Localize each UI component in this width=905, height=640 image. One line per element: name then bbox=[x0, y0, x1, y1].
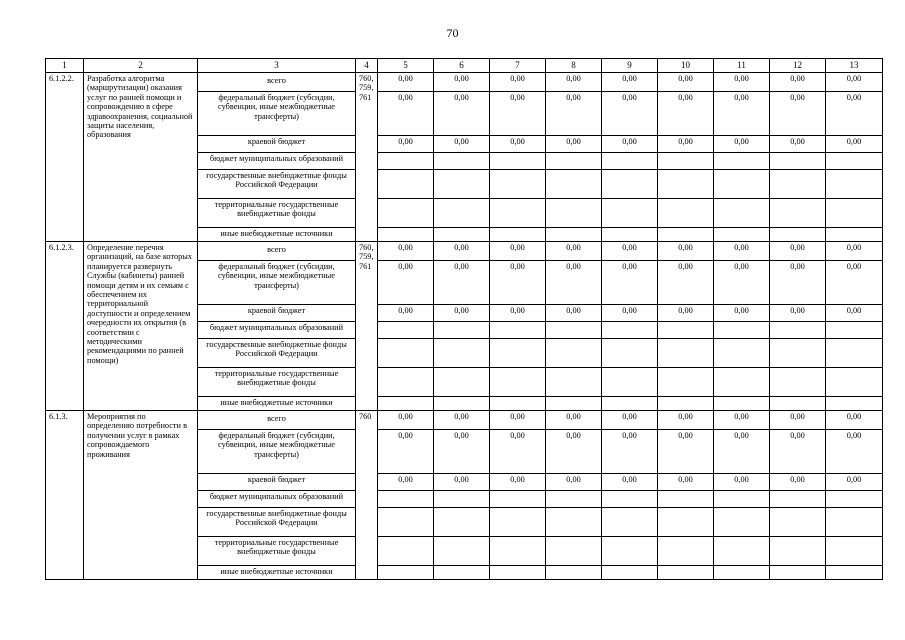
value-cell: 0,00 bbox=[378, 242, 434, 261]
value-cell: 0,00 bbox=[490, 73, 546, 92]
value-cell: 0,00 bbox=[714, 474, 770, 491]
budget-code bbox=[356, 73, 378, 242]
item-code: 6.1.2.3. bbox=[46, 242, 84, 411]
funding-source: бюджет муниципальных образований bbox=[198, 491, 356, 508]
value-cell: 0,00 bbox=[658, 430, 714, 474]
value-cell: 0,00 bbox=[826, 136, 883, 153]
funding-source: государственные внебюджетные фонды Российской Федерации bbox=[198, 508, 356, 537]
value-cell bbox=[658, 537, 714, 566]
value-cell: 0,00 bbox=[546, 261, 602, 305]
value-cell: 0,00 bbox=[490, 474, 546, 491]
value-cell bbox=[826, 397, 883, 411]
value-cell bbox=[378, 368, 434, 397]
value-cell bbox=[434, 153, 490, 170]
value-cell bbox=[378, 228, 434, 242]
value-cell: 0,00 bbox=[490, 430, 546, 474]
value-cell bbox=[826, 170, 883, 199]
value-cell: 0,00 bbox=[658, 305, 714, 322]
value-cell bbox=[826, 491, 883, 508]
budget-code-line: 760, bbox=[359, 243, 374, 252]
item-name: Мероприятия по определению потребности в получении услуг в рамках сопровождаемого проживания bbox=[84, 411, 198, 580]
value-cell bbox=[378, 199, 434, 228]
funding-source: федеральный бюджет (субсидии, субвенции, иные межбюджетные трансферты) bbox=[198, 261, 356, 305]
value-cell bbox=[490, 537, 546, 566]
value-cell bbox=[770, 397, 826, 411]
value-cell: 0,00 bbox=[546, 430, 602, 474]
value-cell: 0,00 bbox=[714, 242, 770, 261]
funding-source: федеральный бюджет (субсидии, субвенции, иные межбюджетные трансферты) bbox=[198, 92, 356, 136]
value-cell: 0,00 bbox=[378, 73, 434, 92]
value-cell bbox=[602, 368, 658, 397]
value-cell bbox=[602, 199, 658, 228]
value-cell bbox=[602, 170, 658, 199]
value-cell bbox=[602, 228, 658, 242]
column-header-13: 13 bbox=[826, 59, 883, 73]
value-cell: 0,00 bbox=[546, 474, 602, 491]
value-cell: 0,00 bbox=[658, 411, 714, 430]
value-cell bbox=[658, 508, 714, 537]
value-cell bbox=[434, 566, 490, 580]
budget-code-line: 759, bbox=[359, 252, 374, 262]
value-cell bbox=[490, 153, 546, 170]
value-cell bbox=[658, 566, 714, 580]
funding-source: краевой бюджет bbox=[198, 136, 356, 153]
value-cell bbox=[378, 491, 434, 508]
value-cell bbox=[770, 170, 826, 199]
value-cell bbox=[490, 170, 546, 199]
funding-source: территориальные государственные внебюджетные фонды bbox=[198, 537, 356, 566]
value-cell: 0,00 bbox=[378, 261, 434, 305]
value-cell bbox=[770, 566, 826, 580]
value-cell bbox=[714, 491, 770, 508]
value-cell bbox=[378, 537, 434, 566]
value-cell: 0,00 bbox=[770, 474, 826, 491]
value-cell bbox=[658, 491, 714, 508]
value-cell bbox=[602, 491, 658, 508]
value-cell bbox=[826, 368, 883, 397]
value-cell: 0,00 bbox=[434, 305, 490, 322]
value-cell: 0,00 bbox=[714, 73, 770, 92]
item-code: 6.1.3. bbox=[46, 411, 84, 580]
value-cell: 0,00 bbox=[826, 474, 883, 491]
column-header-5: 5 bbox=[378, 59, 434, 73]
funding-source: всего bbox=[198, 242, 356, 261]
value-cell: 0,00 bbox=[490, 92, 546, 136]
value-cell bbox=[434, 491, 490, 508]
value-cell bbox=[490, 322, 546, 339]
value-cell bbox=[770, 153, 826, 170]
value-cell: 0,00 bbox=[546, 242, 602, 261]
value-cell: 0,00 bbox=[490, 261, 546, 305]
value-cell: 0,00 bbox=[770, 242, 826, 261]
value-cell: 0,00 bbox=[490, 136, 546, 153]
value-cell bbox=[658, 322, 714, 339]
column-header-1: 1 bbox=[46, 59, 84, 73]
value-cell bbox=[714, 566, 770, 580]
value-cell bbox=[602, 537, 658, 566]
value-cell: 0,00 bbox=[434, 136, 490, 153]
value-cell: 0,00 bbox=[826, 73, 883, 92]
value-cell bbox=[434, 368, 490, 397]
value-cell: 0,00 bbox=[826, 261, 883, 305]
value-cell: 0,00 bbox=[826, 305, 883, 322]
value-cell: 0,00 bbox=[546, 136, 602, 153]
value-cell: 0,00 bbox=[770, 411, 826, 430]
table-row bbox=[46, 242, 883, 261]
funding-source: государственные внебюджетные фонды Российской Федерации bbox=[198, 339, 356, 368]
value-cell bbox=[714, 368, 770, 397]
value-cell bbox=[770, 508, 826, 537]
value-cell bbox=[714, 397, 770, 411]
budget-code bbox=[356, 411, 378, 580]
value-cell: 0,00 bbox=[714, 411, 770, 430]
column-header-9: 9 bbox=[602, 59, 658, 73]
value-cell bbox=[378, 566, 434, 580]
item-name: Разработка алгоритма (маршрутизации) оказания услуг по ранней помощи и сопровождению в сфере здравоохранения, социальной защиты населения, образования bbox=[84, 73, 198, 242]
value-cell bbox=[434, 537, 490, 566]
value-cell bbox=[602, 339, 658, 368]
value-cell: 0,00 bbox=[770, 261, 826, 305]
funding-source: всего bbox=[198, 73, 356, 92]
value-cell bbox=[770, 368, 826, 397]
column-header-8: 8 bbox=[546, 59, 602, 73]
column-header-4: 4 bbox=[356, 59, 378, 73]
value-cell: 0,00 bbox=[602, 92, 658, 136]
value-cell bbox=[490, 199, 546, 228]
value-cell: 0,00 bbox=[490, 242, 546, 261]
value-cell: 0,00 bbox=[490, 305, 546, 322]
value-cell bbox=[826, 228, 883, 242]
value-cell: 0,00 bbox=[714, 92, 770, 136]
value-cell: 0,00 bbox=[378, 430, 434, 474]
value-cell: 0,00 bbox=[546, 411, 602, 430]
column-header-7: 7 bbox=[490, 59, 546, 73]
value-cell: 0,00 bbox=[658, 242, 714, 261]
funding-source: иные внебюджетные источники bbox=[198, 228, 356, 242]
value-cell: 0,00 bbox=[434, 474, 490, 491]
value-cell bbox=[546, 491, 602, 508]
value-cell bbox=[770, 322, 826, 339]
value-cell bbox=[770, 491, 826, 508]
value-cell: 0,00 bbox=[378, 305, 434, 322]
value-cell bbox=[826, 537, 883, 566]
value-cell bbox=[546, 170, 602, 199]
value-cell bbox=[434, 339, 490, 368]
value-cell bbox=[714, 339, 770, 368]
value-cell bbox=[714, 170, 770, 199]
value-cell bbox=[490, 397, 546, 411]
value-cell bbox=[658, 339, 714, 368]
value-cell: 0,00 bbox=[546, 73, 602, 92]
value-cell bbox=[602, 153, 658, 170]
value-cell bbox=[658, 170, 714, 199]
funding-source: территориальные государственные внебюджетные фонды bbox=[198, 199, 356, 228]
value-cell: 0,00 bbox=[602, 242, 658, 261]
funding-source: краевой бюджет bbox=[198, 305, 356, 322]
value-cell: 0,00 bbox=[770, 430, 826, 474]
value-cell: 0,00 bbox=[658, 73, 714, 92]
value-cell: 0,00 bbox=[770, 136, 826, 153]
value-cell: 0,00 bbox=[602, 136, 658, 153]
value-cell: 0,00 bbox=[826, 430, 883, 474]
value-cell bbox=[602, 322, 658, 339]
value-cell: 0,00 bbox=[770, 92, 826, 136]
value-cell: 0,00 bbox=[434, 92, 490, 136]
header-row bbox=[46, 59, 883, 73]
value-cell: 0,00 bbox=[602, 430, 658, 474]
value-cell bbox=[378, 170, 434, 199]
value-cell bbox=[826, 339, 883, 368]
value-cell bbox=[826, 322, 883, 339]
value-cell: 0,00 bbox=[714, 261, 770, 305]
value-cell: 0,00 bbox=[434, 242, 490, 261]
column-header-3: 3 bbox=[198, 59, 356, 73]
value-cell: 0,00 bbox=[378, 92, 434, 136]
value-cell: 0,00 bbox=[658, 92, 714, 136]
value-cell: 0,00 bbox=[490, 411, 546, 430]
value-cell bbox=[714, 153, 770, 170]
value-cell bbox=[434, 322, 490, 339]
value-cell bbox=[770, 339, 826, 368]
budget-code bbox=[356, 242, 378, 411]
value-cell: 0,00 bbox=[378, 411, 434, 430]
table-row bbox=[46, 411, 883, 430]
value-cell: 0,00 bbox=[546, 305, 602, 322]
value-cell bbox=[714, 508, 770, 537]
value-cell bbox=[378, 153, 434, 170]
value-cell bbox=[826, 508, 883, 537]
value-cell: 0,00 bbox=[826, 242, 883, 261]
value-cell bbox=[490, 566, 546, 580]
value-cell bbox=[658, 397, 714, 411]
value-cell bbox=[546, 397, 602, 411]
funding-source: государственные внебюджетные фонды Российской Федерации bbox=[198, 170, 356, 199]
value-cell bbox=[490, 508, 546, 537]
budget-table bbox=[45, 58, 883, 580]
value-cell bbox=[826, 566, 883, 580]
item-name: Определение перечня организаций, на базе которых планируется развернуть Службы (кабинеты) ранней помощи детям и их семьям с обеспечением их территориальной доступности и определением очередности их открытия (в соответствии с методическими рекомендациями по ранней помощи) bbox=[84, 242, 198, 411]
value-cell: 0,00 bbox=[434, 430, 490, 474]
value-cell bbox=[602, 566, 658, 580]
value-cell: 0,00 bbox=[658, 261, 714, 305]
budget-code-line: 760, bbox=[359, 74, 374, 83]
value-cell bbox=[658, 228, 714, 242]
value-cell bbox=[658, 199, 714, 228]
value-cell: 0,00 bbox=[602, 474, 658, 491]
budget-code-line: 759, bbox=[359, 83, 374, 93]
value-cell bbox=[602, 508, 658, 537]
column-header-6: 6 bbox=[434, 59, 490, 73]
value-cell: 0,00 bbox=[546, 92, 602, 136]
value-cell: 0,00 bbox=[770, 73, 826, 92]
value-cell bbox=[434, 228, 490, 242]
value-cell bbox=[826, 153, 883, 170]
value-cell bbox=[546, 368, 602, 397]
funding-source: бюджет муниципальных образований bbox=[198, 153, 356, 170]
value-cell bbox=[378, 339, 434, 368]
value-cell bbox=[546, 566, 602, 580]
value-cell bbox=[434, 170, 490, 199]
value-cell bbox=[658, 368, 714, 397]
value-cell: 0,00 bbox=[770, 305, 826, 322]
value-cell bbox=[546, 339, 602, 368]
value-cell: 0,00 bbox=[826, 411, 883, 430]
value-cell bbox=[546, 199, 602, 228]
value-cell: 0,00 bbox=[602, 261, 658, 305]
value-cell bbox=[714, 537, 770, 566]
value-cell bbox=[714, 199, 770, 228]
value-cell: 0,00 bbox=[602, 305, 658, 322]
column-header-11: 11 bbox=[714, 59, 770, 73]
item-code: 6.1.2.2. bbox=[46, 73, 84, 242]
value-cell bbox=[714, 322, 770, 339]
value-cell bbox=[546, 322, 602, 339]
value-cell bbox=[434, 199, 490, 228]
value-cell bbox=[770, 537, 826, 566]
value-cell bbox=[490, 368, 546, 397]
value-cell bbox=[658, 153, 714, 170]
value-cell bbox=[826, 199, 883, 228]
funding-source: иные внебюджетные источники bbox=[198, 397, 356, 411]
value-cell: 0,00 bbox=[434, 261, 490, 305]
value-cell bbox=[546, 228, 602, 242]
value-cell: 0,00 bbox=[714, 136, 770, 153]
budget-code-line: 760 bbox=[359, 412, 372, 421]
value-cell: 0,00 bbox=[714, 305, 770, 322]
budget-code-line: 761 bbox=[359, 92, 372, 102]
page-number: 70 bbox=[446, 26, 459, 40]
column-header-12: 12 bbox=[770, 59, 826, 73]
value-cell: 0,00 bbox=[378, 136, 434, 153]
value-cell bbox=[434, 508, 490, 537]
value-cell bbox=[378, 508, 434, 537]
value-cell bbox=[770, 199, 826, 228]
funding-source: иные внебюджетные источники bbox=[198, 566, 356, 580]
value-cell bbox=[378, 397, 434, 411]
value-cell: 0,00 bbox=[714, 430, 770, 474]
value-cell: 0,00 bbox=[826, 92, 883, 136]
value-cell bbox=[770, 228, 826, 242]
value-cell bbox=[490, 491, 546, 508]
budget-code-line: 761 bbox=[359, 261, 372, 271]
value-cell bbox=[546, 153, 602, 170]
value-cell bbox=[434, 397, 490, 411]
value-cell: 0,00 bbox=[602, 411, 658, 430]
column-header-10: 10 bbox=[658, 59, 714, 73]
value-cell: 0,00 bbox=[602, 73, 658, 92]
value-cell: 0,00 bbox=[434, 411, 490, 430]
funding-source: территориальные государственные внебюджетные фонды bbox=[198, 368, 356, 397]
value-cell bbox=[546, 508, 602, 537]
funding-source: бюджет муниципальных образований bbox=[198, 322, 356, 339]
column-header-2: 2 bbox=[84, 59, 198, 73]
value-cell bbox=[546, 537, 602, 566]
value-cell: 0,00 bbox=[378, 474, 434, 491]
value-cell bbox=[378, 322, 434, 339]
funding-source: федеральный бюджет (субсидии, субвенции, иные межбюджетные трансферты) bbox=[198, 430, 356, 474]
value-cell bbox=[490, 339, 546, 368]
funding-source: всего bbox=[198, 411, 356, 430]
value-cell bbox=[714, 228, 770, 242]
table-row bbox=[46, 73, 883, 92]
funding-source: краевой бюджет bbox=[198, 474, 356, 491]
value-cell: 0,00 bbox=[434, 73, 490, 92]
value-cell bbox=[490, 228, 546, 242]
value-cell bbox=[602, 397, 658, 411]
value-cell: 0,00 bbox=[658, 474, 714, 491]
value-cell: 0,00 bbox=[658, 136, 714, 153]
